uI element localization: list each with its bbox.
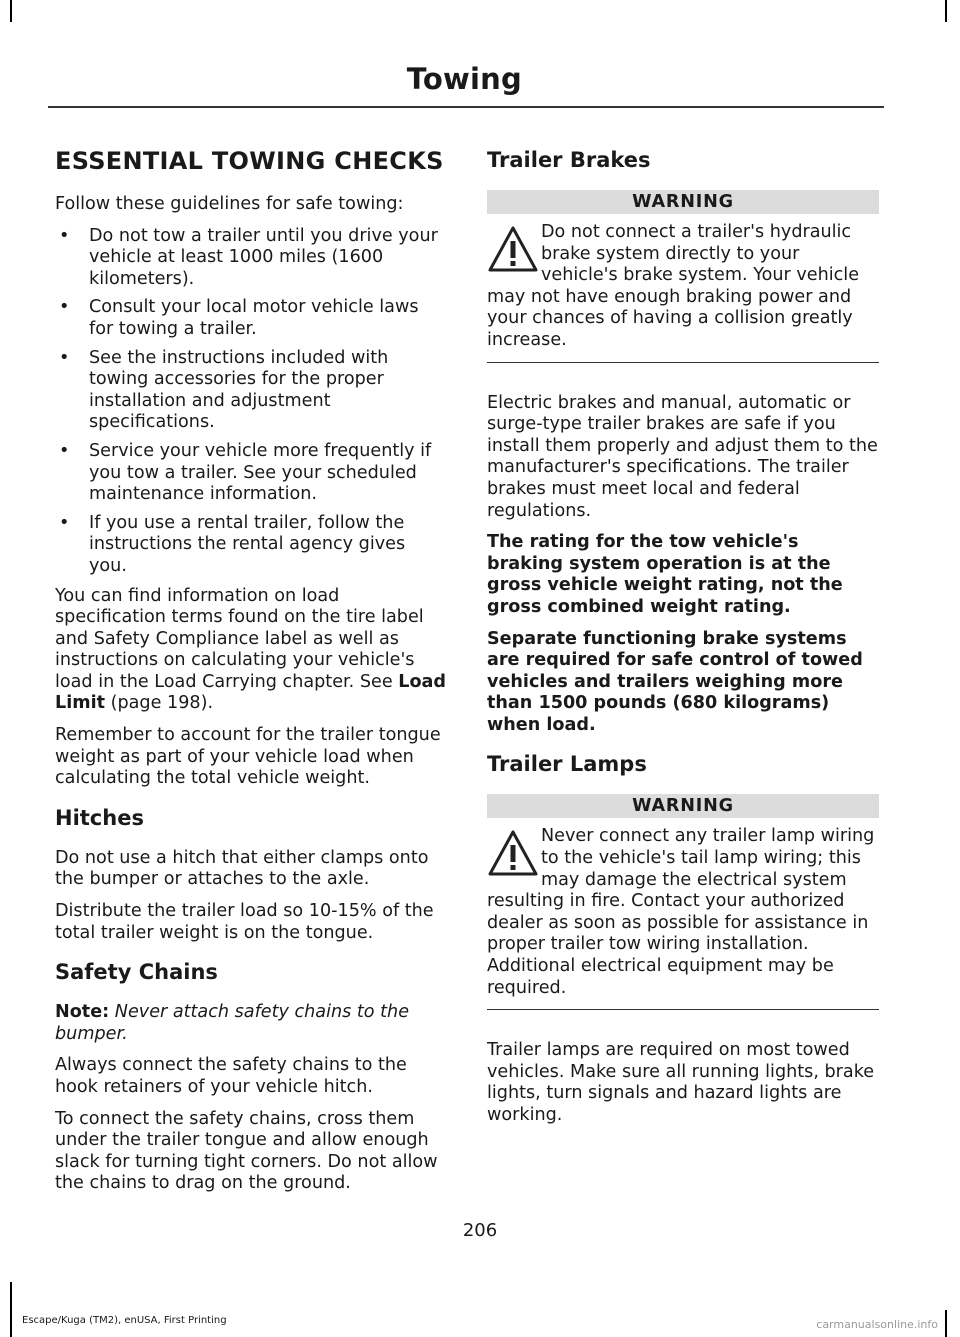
bullet-icon: • <box>59 297 70 318</box>
load-limit-page-ref: (page 198). <box>110 693 214 714</box>
brakes-bold-paragraph-1: The rating for the tow vehicle's braking system operation is at the gross vehicle weight rating, not the gross combined weight rating. <box>487 532 843 617</box>
chains-paragraph-1: Always connect the safety chains to the hook retainers of your vehicle hitch. <box>55 1055 407 1097</box>
lamps-warning-box <box>487 794 879 1010</box>
guidelines-list <box>55 226 447 578</box>
chains-note <box>55 1002 447 1045</box>
bullet-icon: • <box>59 347 70 368</box>
warning-triangle-icon <box>487 224 539 276</box>
crop-mark-top-right <box>945 0 947 22</box>
bullet-icon: • <box>59 225 70 246</box>
note-text: Never attach safety chains to the bumper. <box>55 1002 410 1044</box>
warning-label: WARNING <box>487 794 879 818</box>
list-item: • Do not tow a trailer until you drive your vehicle at least 1000 miles (1600 kilometers). <box>59 225 438 289</box>
intro-text: Follow these guidelines for safe towing: <box>55 194 404 214</box>
section-heading-essential-checks: ESSENTIAL TOWING CHECKS <box>55 147 444 175</box>
note-label: Note: <box>55 1002 110 1023</box>
section-heading-safety-chains: Safety Chains <box>55 960 218 985</box>
load-limit-link[interactable]: Load Limit <box>55 671 446 714</box>
section-heading-trailer-lamps: Trailer Lamps <box>487 752 647 777</box>
brakes-bold-paragraph-2: Separate functioning brake systems are required for safe control of towed vehicles and trailers weighing more than 1500 pounds (680 kilograms) when load. <box>487 628 863 735</box>
left-column <box>55 146 447 1205</box>
section-heading-hitches: Hitches <box>55 805 144 830</box>
load-info-paragraph: You can find information on load specification terms found on the tire label and Safety Compliance label as well as instructions on calculating your vehicle's load in the Load Carrying chapter. See Load Limit (page 198). <box>55 585 446 714</box>
watermark: carmanualsonline.info <box>816 1318 938 1331</box>
brakes-paragraph: Electric brakes and manual, automatic or surge-type trailer brakes are safe if you install them properly and adjust them to the manufacturer's specifications. The trailer brakes must meet local and federal regulations. <box>487 392 878 521</box>
list-item: • Consult your local motor vehicle laws for towing a trailer. <box>59 297 419 339</box>
crop-mark-bottom-right <box>945 1310 947 1337</box>
page-header-title: Towing <box>406 62 522 96</box>
hitches-paragraph-1: Do not use a hitch that either clamps onto the bumper or attaches to the axle. <box>55 847 429 890</box>
crop-mark-top-left <box>10 0 12 22</box>
page-number: 206 <box>462 1220 498 1241</box>
edition-footer: Escape/Kuga (TM2), enUSA, First Printing <box>22 1315 227 1326</box>
bullet-icon: • <box>59 512 70 533</box>
chains-paragraph-2: To connect the safety chains, cross them under the trailer tongue and allow enough slack for turning tight corners. Do not allow the chains to drag on the ground. <box>55 1108 438 1194</box>
list-item: • See the instructions included with towing accessories for the proper installation and adjustment specifications. <box>59 347 389 433</box>
crop-mark-bottom-left <box>10 1282 12 1337</box>
warning-text: Never connect any trailer lamp wiring to the vehicle's tail lamp wiring; this may damage the electrical system resulting in fire. Contact your authorized dealer as soon as possible for assistance in proper trailer tow wiring installation. Additional electrical equipment may be required. <box>487 826 875 998</box>
warning-text: Do not connect a trailer's hydraulic brake system directly to your vehicle's brake system. Your vehicle may not have enough braking power and your chances of having a collision greatly increase. <box>487 222 860 350</box>
list-item: • If you use a rental trailer, follow the instructions the rental agency gives you. <box>59 512 406 576</box>
hitches-paragraph-2: Distribute the trailer load so 10-15% of the total trailer weight is on the tongue. <box>55 901 434 943</box>
right-column <box>487 146 879 1137</box>
tongue-weight-paragraph: Remember to account for the trailer tongue weight as part of your vehicle load when calculating the total vehicle weight. <box>55 725 441 789</box>
warning-triangle-icon <box>487 828 539 880</box>
warning-label: WARNING <box>487 190 879 214</box>
bullet-icon: • <box>59 440 70 461</box>
header-divider <box>48 106 884 108</box>
brakes-warning-box <box>487 190 879 363</box>
lamps-paragraph: Trailer lamps are required on most towed vehicles. Make sure all running lights, brake lights, turn signals and hazard lights are working. <box>487 1040 875 1125</box>
section-heading-trailer-brakes: Trailer Brakes <box>487 148 651 172</box>
list-item: • Service your vehicle more frequently if you tow a trailer. See your scheduled maintenance information. <box>59 440 432 505</box>
